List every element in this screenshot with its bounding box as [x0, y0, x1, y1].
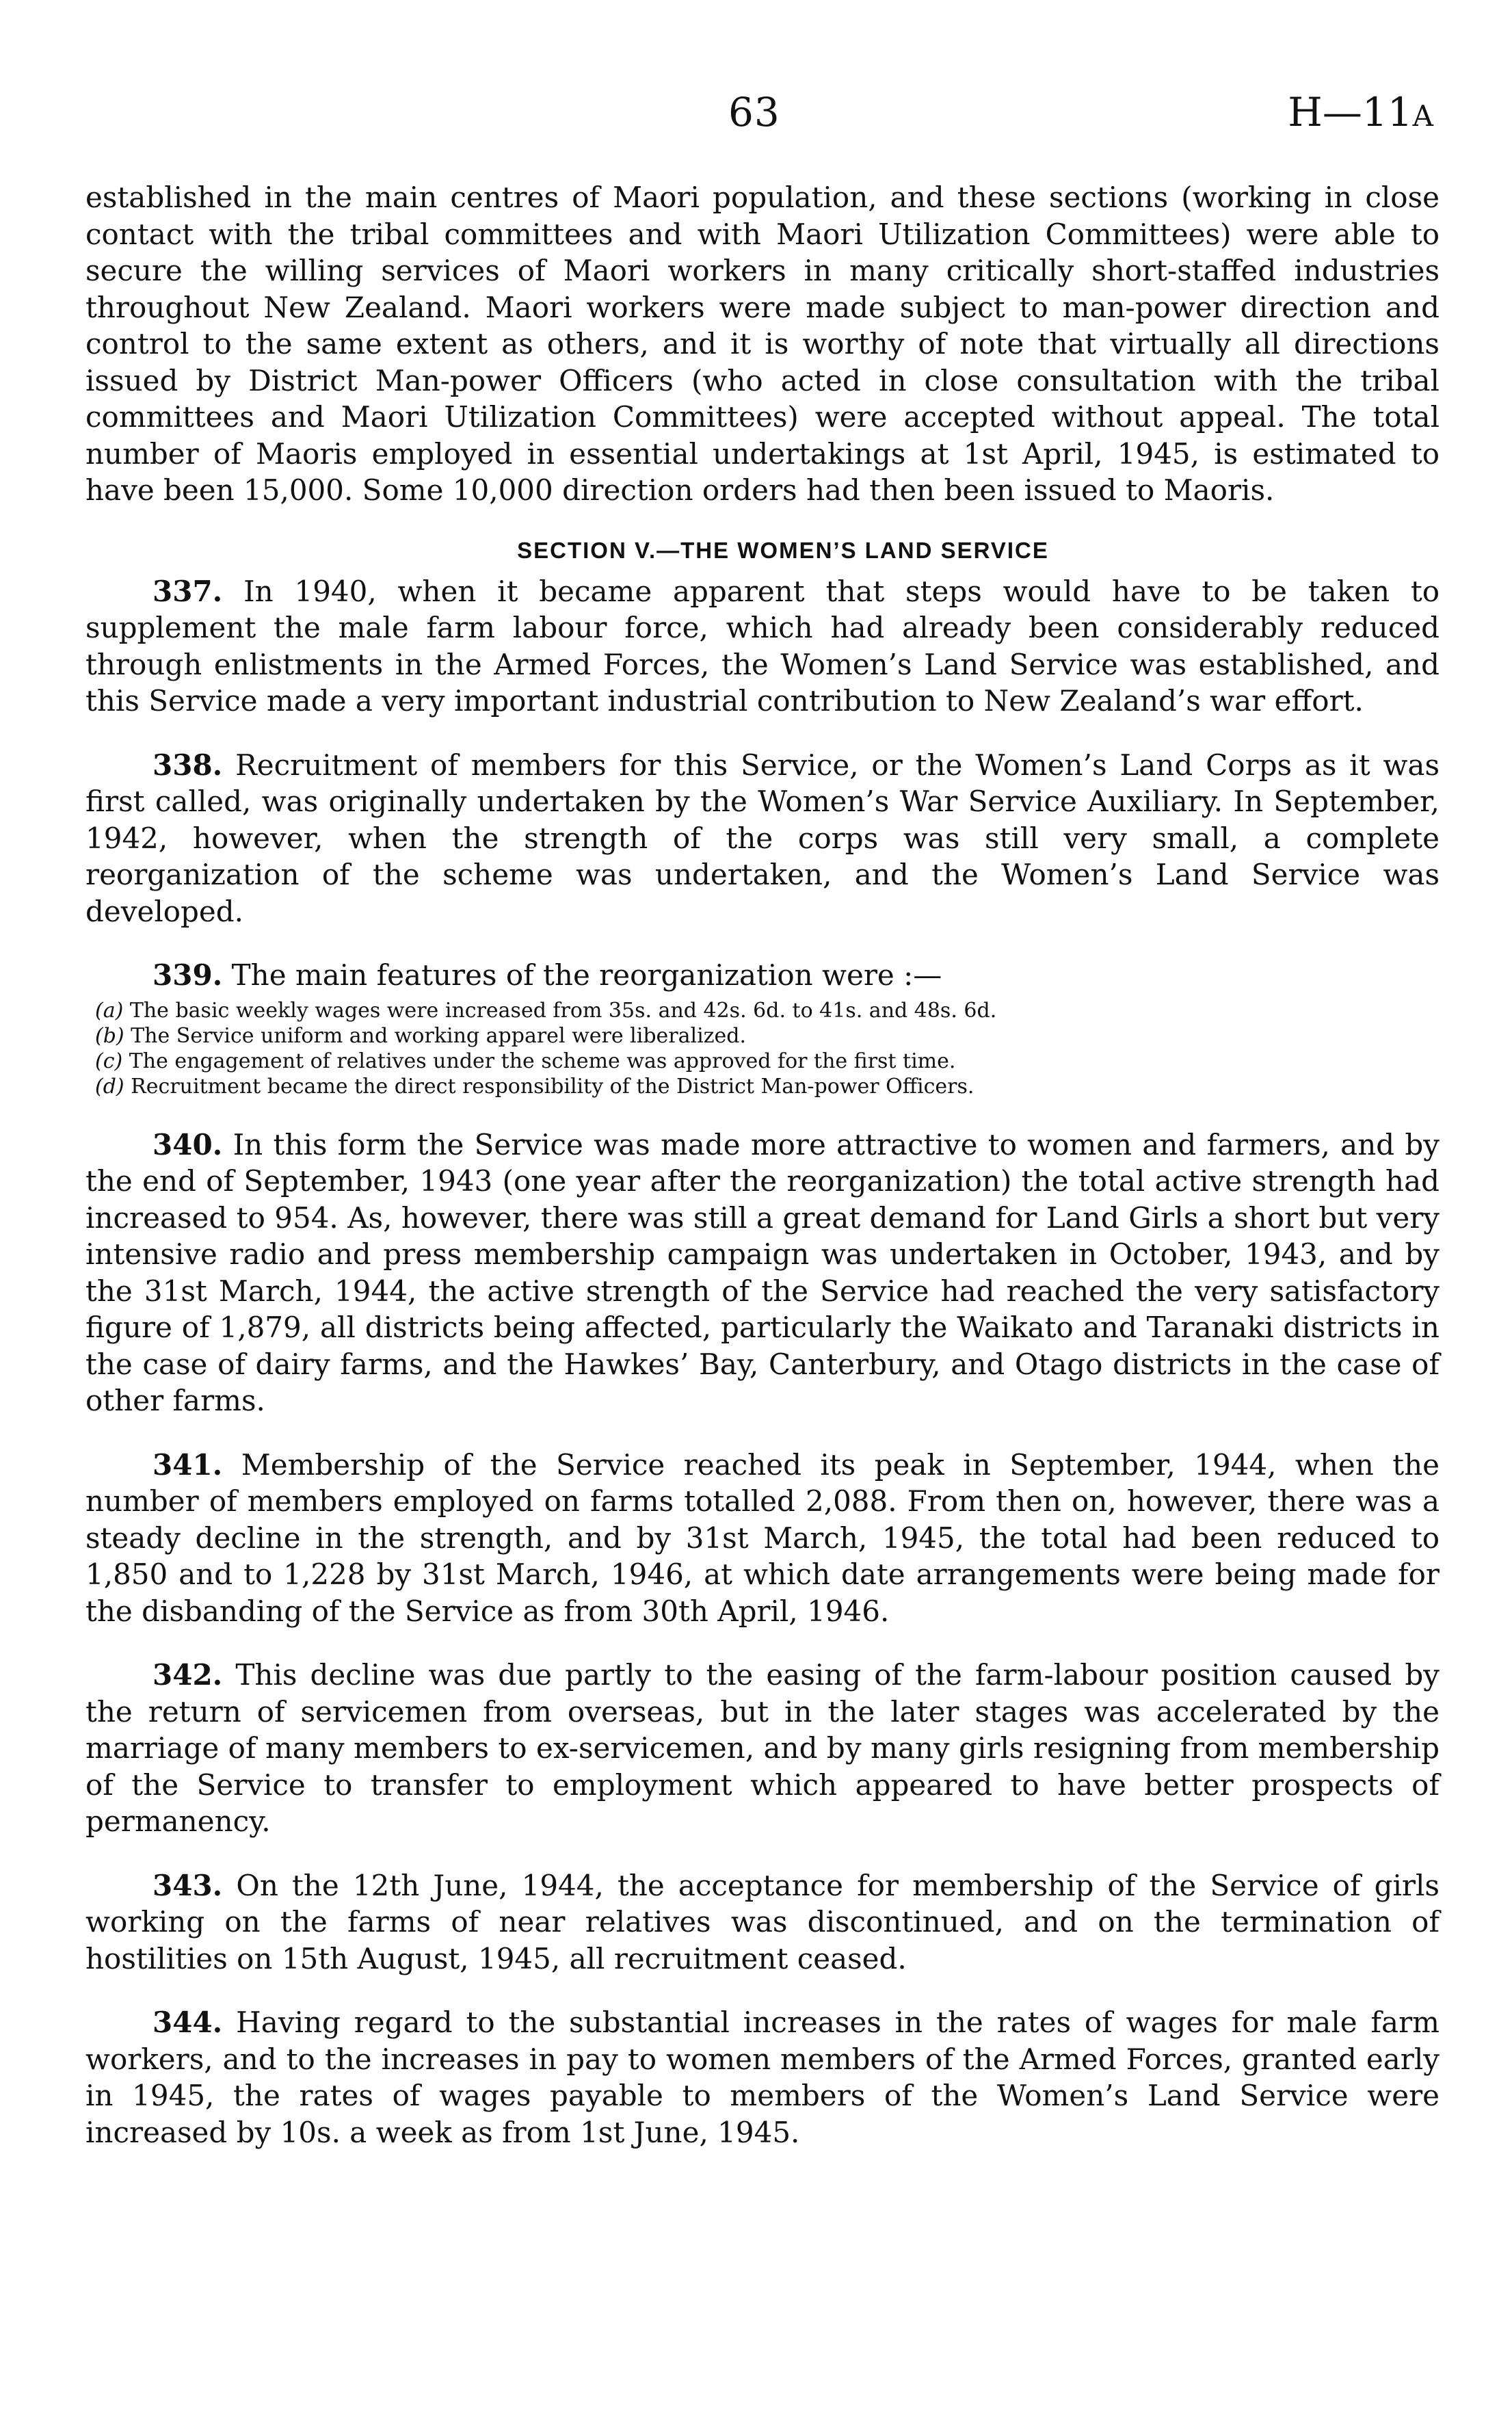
document-body [85, 179, 1440, 2151]
paragraph-number: 340. [152, 1127, 223, 1161]
page-number: 63 [728, 89, 780, 135]
paragraph-number: 342. [152, 1658, 223, 1692]
paragraph-text: The main features of the reorganization were :— [231, 958, 942, 992]
paragraph-number: 338. [152, 748, 223, 782]
list-item-letter: (d) [95, 1074, 124, 1099]
list-item-letter: (a) [95, 998, 124, 1023]
paragraph-text: On the 12th June, 1944, the acceptance for membership of the Service of girls working on the farms of near relatives was discontinued, and on the termination of hostilities on 15th August, 1945, all recruitment ceased. [85, 1868, 1440, 1975]
features-list [85, 998, 1440, 1099]
intro-paragraph: established in the main centres of Maori population, and these sections (working in close contact with the tribal committees and with Maori Utilization Committees) were able to secure the willing services of Maori workers in many critically short-staffed industries throughout New Zealand. Maori workers were made subject to man-power direction and control to the same extent as others, and it is worthy of note that virtually all directions issued by District Man-power Officers (who acted in close consultation with the tribal committees and Maori Utilization Committees) were accepted without appeal. The total number of Maoris employed in essential undertakings at 1st April, 1945, is estimated to have been 15,000. Some 10,000 direction orders had then been issued to Maoris. [85, 181, 1440, 507]
paragraph-number: 339. [152, 958, 223, 992]
list-item-letter: (b) [95, 1023, 124, 1048]
paragraph-342 [85, 1657, 1440, 1840]
paragraph-340 [85, 1127, 1440, 1419]
paragraph-text: Having regard to the substantial increases in the rates of wages for male farm workers, and to the increases in pay to women members of the Armed Forces, granted early in 1945, the rates of wages payable to members of the Women’s Land Service were increased by 10s. a week as from 1st June, 1945. [85, 2006, 1440, 2149]
paragraph-341 [85, 1447, 1440, 1630]
list-item-text: The engagement of relatives under the scheme was approved for the first time. [129, 1049, 956, 1073]
paragraph-number: 343. [152, 1868, 223, 1902]
paragraph-337 [85, 573, 1440, 720]
section-title: SECTION V.—THE WOMEN’S LAND SERVICE [517, 537, 1049, 563]
paragraph-number: 344. [152, 2006, 223, 2039]
paragraph-number: 341. [152, 1447, 223, 1482]
list-item-text: Recruitment became the direct responsibility of the District Man-power Officers. [131, 1074, 974, 1099]
list-item-text: The Service uniform and working apparel were liberalized. [131, 1023, 746, 1048]
paragraph-338 [85, 747, 1440, 930]
paragraph-text: This decline was due partly to the easing of the farm-labour position caused by the return of servicemen from overseas, but in the later stages was accelerated by the marriage of many members to ex-servicemen, and by many girls resigning from membership of the Service to transfer to employment which appeared to have better prospects of permanency. [85, 1658, 1440, 1838]
list-item-text: The basic weekly wages were increased from 35s. and 42s. 6d. to 41s. and 48s. 6d. [129, 998, 997, 1023]
list-item [95, 1074, 1440, 1099]
list-item [95, 1023, 1440, 1049]
list-item [95, 1049, 1440, 1074]
paragraph-344 [85, 2004, 1440, 2151]
document-code-suffix: A [1412, 99, 1433, 133]
document-code-main: H—11 [1288, 89, 1413, 135]
paragraph-text: In 1940, when it became apparent that steps would have to be taken to supplement the male farm labour force, which had already been considerably reduced through enlistments in the Armed Forces, the Women’s Land Service was established, and this Service made a very important industrial contribution to New Zealand’s war effort. [85, 574, 1440, 718]
list-item-letter: (c) [95, 1049, 123, 1073]
paragraph-text: In this form the Service was made more attractive to women and farmers, and by the end of September, 1943 (one year after the reorganization) the total active strength had increased to 954. As, however, there was still a great demand for Land Girls a short but very intensive radio and press membership campaign was undertaken in October, 1943, and by the 31st March, 1944, the active strength of the Service had reached the very satisfactory figure of 1,879, all districts being affected, particularly the Waikato and Taranaki districts in the case of dairy farms, and the Hawkes’ Bay, Canterbury, and Otago districts in the case of other farms. [85, 1127, 1440, 1417]
paragraph-339 [85, 957, 1440, 994]
document-code [1288, 89, 1433, 135]
paragraph-text: Recruitment of members for this Service, or the Women’s Land Corps as it was first called, was originally undertaken by the Women’s War Service Auxiliary. In September, 1942, however, when the strength of the corps was still very small, a complete reorganization of the scheme was undertaken, and the Women’s Land Service was developed. [85, 748, 1440, 928]
paragraph-number: 337. [152, 574, 223, 608]
paragraph-343 [85, 1867, 1440, 1977]
paragraph-text: Membership of the Service reached its peak in September, 1944, when the number of members employed on farms totalled 2,088. From then on, however, there was a steady decline in the strength, and by 31st March, 1945, the total had been reduced to 1,850 and to 1,228 by 31st March, 1946, at which date arrangements were being made for the disbanding of the Service as from 30th April, 1946. [85, 1447, 1440, 1628]
list-item [95, 998, 1440, 1023]
